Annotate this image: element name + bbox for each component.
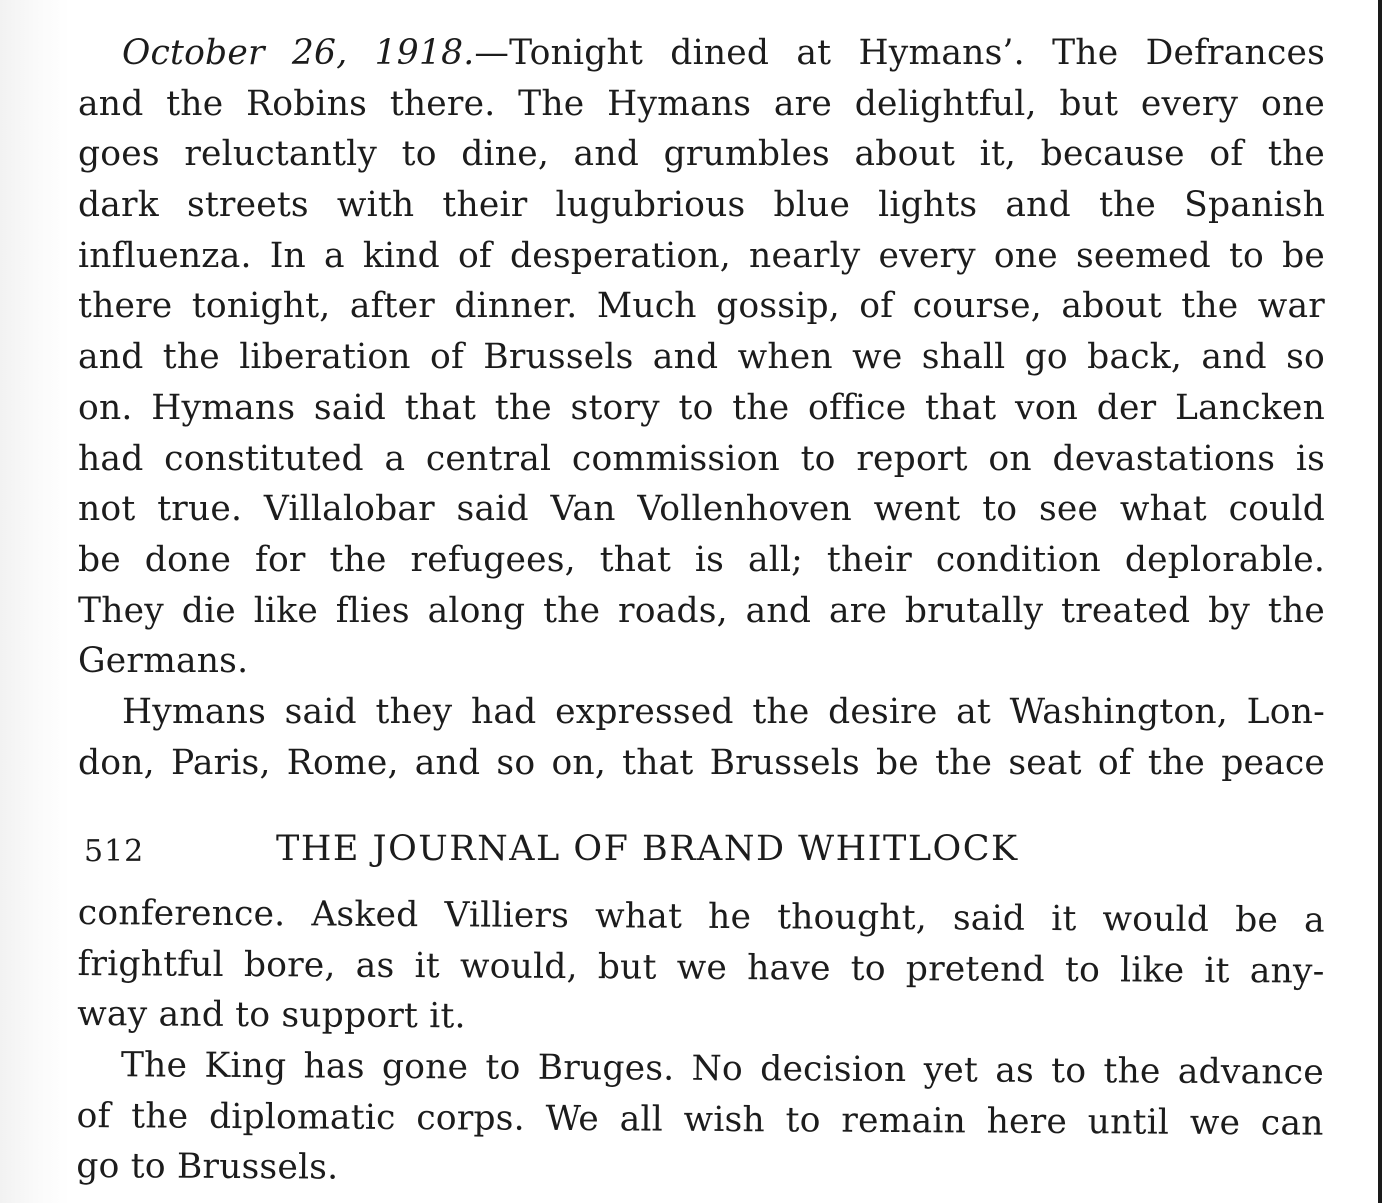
text-line: conference. Asked Villiers what he thought, said it would be a: [77, 892, 1325, 941]
text-line: and the liberation of Brussels and when we shall go back, and so: [78, 337, 1325, 378]
text-line: Germans.: [78, 641, 249, 682]
text-line: dark streets with their lugubrious blue lights and the Spanish: [78, 185, 1325, 226]
text-line: there tonight, after dinner. Much gossip, of course, about the war: [78, 286, 1325, 327]
text-line: on. Hymans said that the story to the office that von der Lancken: [78, 387, 1325, 428]
upper-text-block: [78, 28, 1325, 788]
lower-text-block: [76, 888, 1325, 1200]
text-line: don, Paris, Rome, and so on, that Brussels be the seat of the peace: [78, 742, 1325, 783]
book-title: THE JOURNAL OF BRAND WHITLOCK: [276, 829, 1019, 869]
text-line: The King has gone to Bruges. No decision yet as to the advance: [120, 1045, 1325, 1093]
text-line: influenza. In a kind of desperation, nearly every one seemed to be: [78, 235, 1325, 276]
text-line: be done for the refugees, that is all; their condition deplorable.: [78, 539, 1325, 580]
text-line: go to Brussels.: [76, 1146, 339, 1189]
text-line: way and to support it.: [77, 994, 466, 1037]
text-line: of the diplomatic corps. We all wish to remain here until we can: [76, 1095, 1324, 1144]
running-head: [78, 818, 1158, 882]
text-line: October 26, 1918.—Tonight dined at Hymans’. The Defrances: [122, 33, 1325, 73]
text-line: frightful bore, as it would, but we have to pretend to like it any-: [77, 943, 1325, 992]
text-line: Hymans said they had expressed the desire at Washington, Lon-: [122, 691, 1325, 732]
text-line: They die like flies along the roads, and are brutally treated by the: [78, 590, 1325, 631]
text-line: not true. Villalobar said Van Vollenhoven went to see what could: [78, 489, 1325, 530]
page-number: 512: [84, 834, 145, 869]
diary-date: October 26, 1918.: [122, 33, 475, 73]
text-line: goes reluctantly to dine, and grumbles about it, because of the: [78, 134, 1325, 175]
page-edge-divider: [1378, 0, 1382, 1203]
text-line: had constituted a central commission to report on devastations is: [78, 438, 1325, 479]
text-line: and the Robins there. The Hymans are delightful, but every one: [78, 83, 1325, 124]
